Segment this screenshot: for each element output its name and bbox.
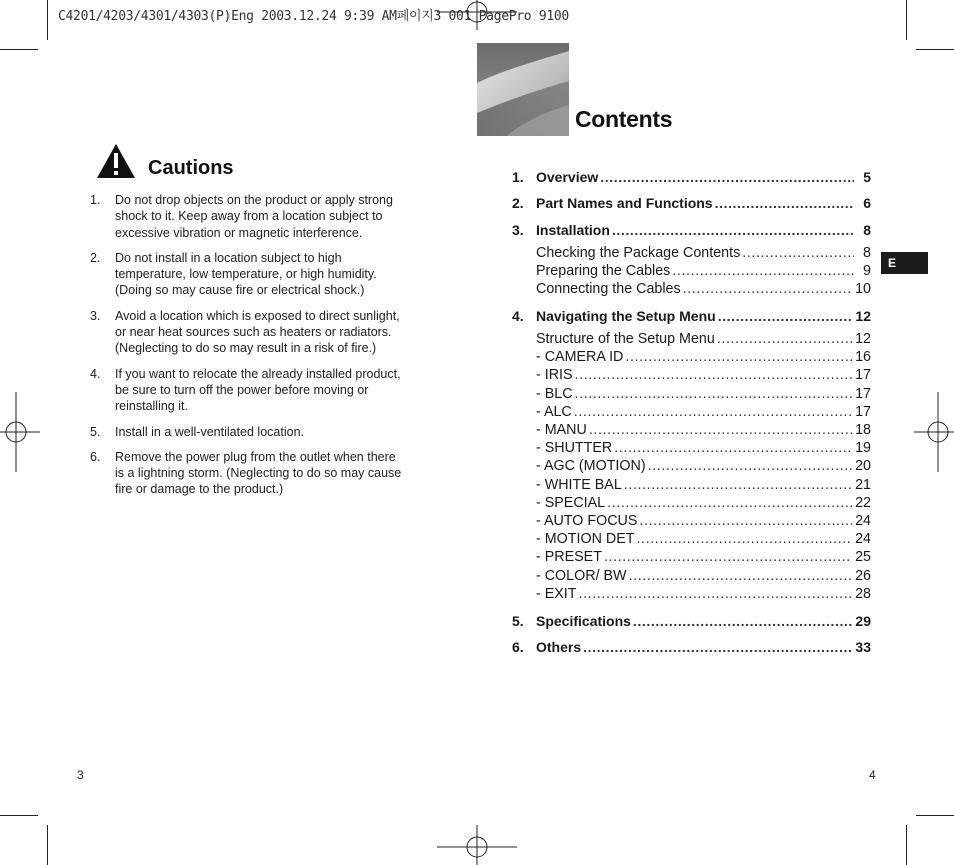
toc-entry[interactable] — [512, 308, 871, 326]
caution-item — [90, 366, 430, 415]
toc-label: - PRESET — [536, 549, 602, 565]
item-line: temperature, low temperature, or high humidity. — [115, 267, 377, 282]
item-line: Do not drop objects on the product or apply strong — [115, 193, 393, 207]
toc-label: Others — [536, 639, 582, 655]
toc-leader — [717, 331, 852, 347]
registration-mark-right — [914, 392, 954, 472]
print-slug: C4201/4203/4301/4303(P)Eng 2003.12.24 9:39 AM페이지3 001 PagePro 9100 — [58, 9, 569, 24]
toc-page: 22 — [855, 495, 871, 511]
toc-leader — [648, 458, 852, 474]
crop-mark — [906, 0, 907, 40]
toc-entry[interactable] — [512, 440, 871, 458]
contents-title: Contents — [575, 106, 673, 132]
item-line: is a lightning storm. (Neglecting to do so may cause — [115, 466, 402, 481]
item-line: If you want to relocate the already installed product, — [115, 366, 401, 381]
toc-page: 29 — [855, 613, 871, 629]
toc-label: - MOTION DET — [536, 531, 635, 547]
toc-page: 12 — [855, 308, 871, 324]
crop-mark — [916, 815, 954, 816]
toc-entry[interactable] — [512, 169, 871, 187]
toc-entry[interactable] — [512, 331, 871, 349]
item-number: 3. — [90, 308, 101, 323]
toc-page: 5 — [863, 169, 871, 185]
toc-entry[interactable] — [512, 245, 871, 263]
item-line: excessive vibration or magnetic interference. — [115, 225, 363, 240]
toc-entry[interactable] — [512, 222, 871, 240]
toc-label: Part Names and Functions — [536, 195, 713, 211]
toc-page: 6 — [863, 195, 871, 211]
crop-mark — [47, 825, 48, 865]
page-number-right: 4 — [869, 768, 876, 782]
toc-number: 3. — [512, 222, 524, 238]
toc-label: Installation — [536, 222, 610, 238]
toc-leader — [636, 531, 852, 547]
toc-entry[interactable] — [512, 568, 871, 586]
toc-page: 21 — [855, 477, 871, 493]
toc-page: 28 — [855, 586, 871, 602]
toc-leader — [624, 477, 852, 493]
toc-page: 19 — [855, 440, 871, 456]
caution-item — [90, 250, 430, 299]
page-number-left: 3 — [77, 768, 84, 782]
item-line: (Neglecting to do so may result in a risk of fire.) — [115, 341, 377, 356]
toc-label: Navigating the Setup Menu — [536, 308, 716, 324]
toc-entry[interactable] — [512, 386, 871, 404]
toc-label: - SHUTTER — [536, 440, 613, 456]
toc-label: - CAMERA ID — [536, 349, 624, 365]
toc-leader — [672, 263, 854, 279]
caution-item — [90, 192, 430, 241]
toc-entry[interactable] — [512, 586, 871, 604]
toc-label: - AGC (MOTION) — [536, 458, 646, 474]
caution-list — [90, 192, 430, 507]
item-line: (Doing so may cause fire or electrical shock.) — [115, 283, 365, 298]
toc-label: - MANU — [536, 422, 587, 438]
toc-number: 1. — [512, 169, 524, 185]
toc-page: 8 — [863, 222, 871, 238]
toc-label: Preparing the Cables — [536, 263, 671, 279]
item-line: Do not install in a location subject to high — [115, 250, 342, 265]
toc-leader — [625, 349, 852, 365]
toc-label: Structure of the Setup Menu — [536, 331, 715, 347]
item-line: shock to it. Keep away from a location subject to — [115, 209, 383, 224]
toc-label: - AUTO FOCUS — [536, 513, 638, 529]
toc-entry[interactable] — [512, 349, 871, 367]
caution-item — [90, 424, 430, 440]
toc-entry[interactable] — [512, 495, 871, 513]
toc-page: 20 — [855, 458, 871, 474]
toc-number: 6. — [512, 639, 524, 655]
crop-mark — [906, 825, 907, 865]
toc-leader — [604, 549, 852, 565]
toc-label: - SPECIAL — [536, 495, 606, 511]
desert-dune-photo — [477, 43, 569, 136]
toc-leader — [633, 613, 853, 629]
toc-entry[interactable] — [512, 531, 871, 549]
toc-leader — [614, 440, 852, 456]
item-line: be sure to turn off the power before moving or — [115, 382, 369, 397]
item-line: fire or damage to the product.) — [115, 482, 284, 497]
toc-page: 12 — [855, 331, 871, 347]
item-line: or near heat sources such as heaters or radiators. — [115, 325, 392, 340]
crop-mark — [916, 49, 954, 50]
toc-label: Connecting the Cables — [536, 281, 681, 297]
toc-label: Checking the Package Contents — [536, 245, 741, 261]
toc-label: - BLC — [536, 386, 573, 402]
toc-page: 17 — [855, 404, 871, 420]
toc-entry[interactable] — [512, 549, 871, 567]
toc-label: Specifications — [536, 613, 631, 629]
toc-page: 24 — [855, 513, 871, 529]
toc-leader — [574, 404, 852, 420]
toc-leader — [583, 639, 852, 655]
toc-page: 17 — [855, 367, 871, 383]
warning-triangle-icon — [96, 143, 136, 179]
toc-label: - ALC — [536, 404, 572, 420]
language-tab: E — [881, 252, 928, 274]
toc-entry[interactable] — [512, 281, 871, 299]
toc-entry[interactable] — [512, 404, 871, 422]
toc-leader — [629, 568, 853, 584]
toc-page: 33 — [855, 639, 871, 655]
toc-leader — [575, 367, 853, 383]
item-line: Install in a well-ventilated location. — [115, 424, 304, 439]
toc-entry[interactable] — [512, 195, 871, 213]
caution-item — [90, 308, 430, 357]
toc-leader — [579, 586, 853, 602]
toc-page: 17 — [855, 386, 871, 402]
toc-page: 8 — [863, 245, 871, 261]
toc-number: 2. — [512, 195, 524, 211]
item-line: reinstalling it. — [115, 399, 188, 414]
toc-entry[interactable] — [512, 422, 871, 440]
crop-mark — [47, 0, 48, 40]
toc-label: Overview — [536, 169, 599, 185]
toc-entry[interactable] — [512, 477, 871, 495]
toc-leader — [607, 495, 852, 511]
toc-leader — [718, 308, 853, 324]
toc-entry[interactable] — [512, 263, 871, 281]
toc-page: 10 — [855, 281, 871, 297]
item-number: 4. — [90, 366, 101, 381]
cautions-title: Cautions — [148, 157, 234, 179]
toc-number: 5. — [512, 613, 524, 629]
registration-mark-bottom — [437, 825, 517, 865]
toc-page: 9 — [863, 263, 871, 279]
toc-label: - WHITE BAL — [536, 477, 622, 493]
item-number: 5. — [90, 424, 101, 439]
toc-entry[interactable] — [512, 513, 871, 531]
toc-page: 26 — [855, 568, 871, 584]
item-number: 2. — [90, 250, 101, 265]
toc-entry[interactable] — [512, 639, 871, 657]
toc-leader — [575, 386, 853, 402]
toc-leader — [600, 169, 854, 185]
toc-leader — [683, 281, 852, 297]
item-number: 6. — [90, 449, 101, 464]
item-number: 1. — [90, 193, 101, 207]
toc-label: - EXIT — [536, 586, 577, 602]
toc-leader — [612, 222, 854, 238]
toc-leader — [639, 513, 852, 529]
toc-number: 4. — [512, 308, 524, 324]
toc-page: 16 — [855, 349, 871, 365]
toc-entry[interactable] — [512, 367, 871, 385]
toc-leader — [715, 195, 854, 211]
toc-leader — [589, 422, 852, 438]
toc-page: 24 — [855, 531, 871, 547]
toc-page: 25 — [855, 549, 871, 565]
toc-label: - COLOR/ BW — [536, 568, 627, 584]
caution-item — [90, 449, 430, 498]
item-line: Remove the power plug from the outlet when there — [115, 449, 396, 464]
toc-entry[interactable] — [512, 458, 871, 476]
toc-entry[interactable] — [512, 613, 871, 631]
crop-mark — [0, 49, 38, 50]
crop-mark — [0, 815, 38, 816]
item-line: Avoid a location which is exposed to direct sunlight, — [115, 308, 400, 323]
registration-mark-left — [0, 392, 40, 472]
toc-label: - IRIS — [536, 367, 573, 383]
toc-page: 18 — [855, 422, 871, 438]
toc-leader — [742, 245, 854, 261]
